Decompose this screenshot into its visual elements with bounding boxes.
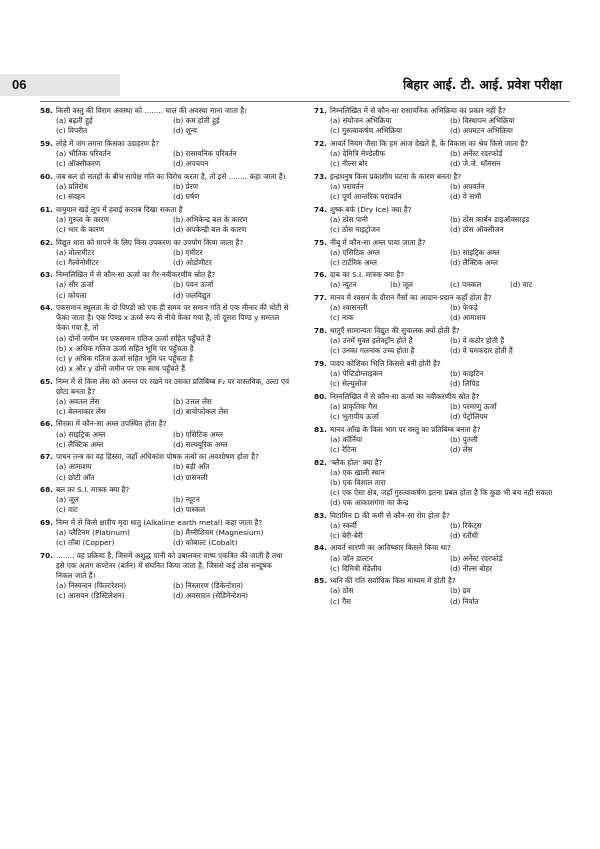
option: (c) नाक xyxy=(330,313,354,323)
option: (d) जे.जे. थॉमसन xyxy=(450,159,501,169)
question xyxy=(314,270,570,290)
option: (d) आमाशय xyxy=(450,313,486,323)
question-text: सिरका में कौन-सा अम्ल उपस्थित होता है? xyxy=(56,419,167,429)
option: (c) विपरीत xyxy=(56,126,88,136)
exam-title: बिहार आई. टी. आई. प्रवेश परीक्षा xyxy=(403,77,562,92)
options xyxy=(40,334,290,374)
question-text: ........ वह प्रक्रिया है, जिसमें अशुद्ध पानी को उबालकर वाष्प एकत्रित की जाती है तथा इसे एक अलग कण्टेनर (बर्तन) में संघनित किया जाता है, जिससे कई ठोस सन्दूषक निकल जाते हैं। xyxy=(56,550,283,581)
options xyxy=(314,336,570,356)
options xyxy=(40,248,290,268)
right-column xyxy=(314,106,570,609)
options xyxy=(314,149,570,169)
question xyxy=(314,392,570,422)
option: (d) ये सभी xyxy=(450,191,482,201)
option: (c) y अधिक गतिज ऊर्जा सहित भूमि पर पहुँचता है xyxy=(56,353,194,363)
option: (c) पूर्ण आन्तरिक परावर्तन xyxy=(330,191,402,201)
option: (a) न्यूटन xyxy=(330,280,357,290)
option: (d) शून्य xyxy=(173,126,197,136)
question-number: 65. xyxy=(40,376,53,386)
question-text: शुष्क बर्फ (Dry Ice) क्या है? xyxy=(330,204,412,214)
question-text: आवर्त सारणी का आविष्कार किसने किया था? xyxy=(330,543,451,553)
question xyxy=(314,458,570,508)
option: (a) निस्यन्दन (फिल्टरेशन) xyxy=(56,581,127,591)
option: (c) पास्कल xyxy=(450,280,482,290)
options xyxy=(314,116,570,136)
question-text: दाब का S.I. मात्रक क्या है? xyxy=(330,270,405,280)
options xyxy=(314,369,570,389)
options xyxy=(314,468,570,508)
option: (a) कॉर्निया xyxy=(330,434,363,444)
options xyxy=(40,116,290,136)
option: (a) प्रतिरोध xyxy=(56,181,89,191)
question xyxy=(314,106,570,136)
question-number: 70. xyxy=(40,550,53,560)
question-number: 84. xyxy=(314,543,327,553)
option: (a) ठोस xyxy=(330,586,354,596)
question-number: 75. xyxy=(314,237,327,247)
question-number: 81. xyxy=(314,424,327,434)
options xyxy=(314,586,570,606)
option: (a) परावर्तन xyxy=(330,181,364,191)
question-text: विटामिन D की कमी से कौन-सा रोग होता है? xyxy=(330,510,450,520)
question-number: 67. xyxy=(40,452,53,462)
option: (d) रतौंधी xyxy=(450,530,479,540)
question xyxy=(314,359,570,389)
option: (a) जॉन डाल्टन xyxy=(330,553,373,563)
option: (d) लैक्टिक अम्ल xyxy=(450,257,498,267)
question xyxy=(314,425,570,455)
question-text: धातुएँ सामान्यतः विद्युत की सुचालक क्यों होती हैं? xyxy=(330,326,460,336)
option: (c) संवहन xyxy=(56,191,85,201)
question xyxy=(40,303,290,374)
question xyxy=(40,172,290,202)
option: (c) एक ऐसा क्षेत्र, जहाँ गुरुत्वाकर्षण इतना प्रबल होता है कि कुछ भी बच नहीं सकता xyxy=(330,487,553,497)
option: (a) अवतल लेंस xyxy=(56,396,100,406)
option: (d) वाट xyxy=(510,280,533,290)
option: (d) ग्रासनली xyxy=(173,472,208,482)
option: (d) सल्फ्यूरिक अम्ल xyxy=(173,439,228,449)
option: (d) वे चमकदार होती हैं xyxy=(450,346,513,356)
option: (b) विस्थापन अभिक्रिया xyxy=(450,116,515,126)
question-number: 63. xyxy=(40,270,53,280)
question-text: निम्नलिखित में से कौन-सा रासायनिक अभिक्रिया का प्रकार नहीं है? xyxy=(330,106,506,115)
question-number: 71. xyxy=(314,106,327,115)
options xyxy=(40,215,290,235)
option: (c) ऑक्सीकरण xyxy=(56,159,101,169)
question xyxy=(314,293,570,323)
question-text: बल का S.I. मात्रक क्या है? xyxy=(56,485,130,495)
option: (d) x और y दोनों जमीन पर एक साथ पहुँचते हैं xyxy=(56,363,185,373)
option: (d) अवसादन (सेडिमेन्टेशन) xyxy=(173,591,249,601)
option: (a) संयोजन अभिक्रिया xyxy=(330,116,392,126)
question-text: 'ब्लैक होल' क्या है? xyxy=(330,457,383,467)
option: (a) आमाशय xyxy=(56,462,92,472)
option: (b) मैग्नीशियम (Magnesium) xyxy=(173,528,264,538)
question xyxy=(40,518,290,548)
question-text: जब बल दो सतहों के बीच सापेक्ष गति का विरोध करता है, तो इसे ........ कहा जाता है। xyxy=(56,171,286,181)
option: (a) प्राकृतिक गैस xyxy=(330,401,378,411)
option: (b) फेफड़े xyxy=(450,303,478,313)
question-text: लोहे में जंग लगना किसका उदाहरण है? xyxy=(56,138,160,148)
option: (d) जलविद्युत xyxy=(173,290,211,300)
page-header xyxy=(0,74,600,96)
question-text: मानव आँख के किस भाग पर वस्तु का प्रतिबिम्ब बनता है? xyxy=(330,424,481,434)
question xyxy=(40,551,290,601)
question-number: 61. xyxy=(40,204,53,214)
question-number: 78. xyxy=(314,326,327,336)
option: (c) भूतापीय ऊर्जा xyxy=(330,411,379,421)
question-number: 64. xyxy=(40,303,53,313)
options xyxy=(40,430,290,450)
question xyxy=(40,106,290,136)
option: (b) x अधिक गतिज ऊर्जा सहित भूमि पर पहुँचता है xyxy=(56,343,194,353)
question xyxy=(40,452,290,482)
options xyxy=(40,149,290,169)
option: (a) भौतिक परिवर्तन xyxy=(56,148,111,158)
question-number: 82. xyxy=(314,457,327,467)
option: (b) अपवर्तन xyxy=(450,181,485,191)
question xyxy=(40,205,290,235)
option: (d) लेंस xyxy=(450,444,473,454)
question-number: 85. xyxy=(314,576,327,586)
options xyxy=(314,248,570,268)
option: (b) न्यूटन xyxy=(173,495,200,505)
question-text: निम्न में से किस लेंस को अनन्त पर रखने पर उसका प्रतिबिम्ब F₂ पर वास्तविक, उल्टा एवं छोटा बनता है? xyxy=(56,376,290,396)
option: (c) नील्स बोर xyxy=(330,159,368,169)
option: (a) गुरुत्व के कारण xyxy=(56,214,109,224)
option: (c) रेटिना xyxy=(330,444,357,454)
option: (a) दोनों जमीन पर एकसमान गतिज ऊर्जा सहित पहुँचते हैं xyxy=(56,333,211,343)
question-number: 80. xyxy=(314,391,327,401)
option: (d) निर्वात xyxy=(450,596,479,606)
question xyxy=(314,543,570,573)
question-text: निम्नलिखित में से कौन-सा ऊर्जा का नवीकरणीय स्रोत है? xyxy=(330,391,480,401)
question xyxy=(40,419,290,449)
question xyxy=(314,205,570,235)
question-text: पाचन तन्त्र का वह हिस्सा, जहाँ अधिकांश पोषक तत्वों का अवशोषण होता है? xyxy=(56,452,259,462)
option: (c) बेरी-बेरी xyxy=(330,530,363,540)
option: (d) एक आकाशगंगा का केन्द्र xyxy=(330,497,409,507)
options xyxy=(40,495,290,515)
options xyxy=(314,402,570,422)
question-text: एकसमान स्थूलता के दो पिण्डों को एक ही समय पर समान गति से एक मीनार की चोटी से फेंका जाता है। एक पिण्ड x ऊर्ध्व रूप से नीचे फेंका गया है, तो दूसरा पिण्ड y समतल फेंका गया है, तो xyxy=(56,303,289,333)
option: (c) वाट xyxy=(56,505,78,515)
option: (b) अभिकेन्द्र बल के कारण xyxy=(173,214,248,224)
option: (b) पवन ऊर्जा xyxy=(173,280,214,290)
option: (d) ठोस ऑक्सीजन xyxy=(450,224,504,234)
option: (a) वोल्टमीटर xyxy=(56,247,95,257)
option: (b) एसिटिक अम्ल xyxy=(173,429,223,439)
question-number: 62. xyxy=(40,237,53,247)
option: (a) पेप्टिडोग्लाइकन xyxy=(330,369,383,378)
question xyxy=(40,139,290,169)
question-text: निम्नलिखित में से कौन-सा ऊर्जा का गैर-नवीकरणीय स्रोत है? xyxy=(56,270,216,280)
question xyxy=(314,172,570,202)
header-rule xyxy=(40,101,570,102)
option: (a) सौर ऊर्जा xyxy=(56,280,94,290)
question-number: 72. xyxy=(314,138,327,148)
question-text: ध्वनि की गति सर्वाधिक किस माध्यम में होती है? xyxy=(330,576,456,586)
option: (c) दिमित्री मेंडेलीव xyxy=(330,563,382,573)
option: (b) परमाणु ऊर्जा xyxy=(450,401,497,411)
option: (c) बेलनाकार लेंस xyxy=(56,406,106,416)
question-number: 73. xyxy=(314,171,327,181)
option: (a) जूल xyxy=(56,495,79,505)
question-text: पादप कोशिका भित्ति किससे बनी होती है? xyxy=(330,358,441,368)
option: (c) उनका गलनांक उच्च होता है xyxy=(330,346,415,356)
option: (b) प्रेरण xyxy=(173,181,199,191)
question-number: 68. xyxy=(40,485,53,495)
option: (b) जूल xyxy=(390,280,414,290)
question-number: 79. xyxy=(314,358,327,368)
option: (b) एक विशाल तारा xyxy=(330,477,386,487)
option: (b) रासायनिक परिवर्तन xyxy=(173,148,237,158)
options xyxy=(314,215,570,235)
question xyxy=(314,326,570,356)
option: (a) एसिटिक अम्ल xyxy=(330,247,380,257)
question-number: 83. xyxy=(314,510,327,520)
option: (c) गैल्वेनोमीटर xyxy=(56,257,99,267)
question xyxy=(40,377,290,417)
option: (c) लैक्टिक अम्ल xyxy=(56,439,104,449)
option: (d) कोबाल्ट (Cobalt) xyxy=(173,538,238,548)
option: (d) घर्षण xyxy=(173,191,200,201)
option: (c) ताँबा (Copper) xyxy=(56,538,115,548)
question xyxy=(314,511,570,541)
option: (b) अर्नेस्ट रदरफोर्ड xyxy=(450,148,503,158)
option: (d) पेट्रोलियम xyxy=(450,411,488,421)
question xyxy=(314,139,570,169)
question-number: 77. xyxy=(314,293,327,303)
option: (b) द्रव xyxy=(450,586,471,596)
question-number: 60. xyxy=(40,171,53,181)
option: (b) बड़ी आँत xyxy=(173,462,210,472)
question-text: विद्युत धारा को मापने के लिए किस उपकरण का उपयोग किया जाता है? xyxy=(56,237,244,247)
option: (d) अपचयन xyxy=(173,159,209,169)
question-number: 74. xyxy=(314,204,327,214)
left-column xyxy=(40,106,290,604)
question-text: निम्न में से किसे क्षारीय मृदा धातु (Alkaline earth metal) कहा जाता है? xyxy=(56,518,263,528)
question-number: 66. xyxy=(40,419,53,429)
options xyxy=(314,554,570,574)
option: (a) बढ़ती हुई xyxy=(56,116,93,126)
option: (a) प्लैटिनम (Platinum) xyxy=(56,528,130,538)
option: (c) सेल्युलोज xyxy=(330,379,367,389)
option: (c) गैस xyxy=(330,596,352,606)
question-text: मानव में श्वसन के दौरान गैसों का आदान-प्रदान कहाँ होता है? xyxy=(330,293,492,303)
question-number: 69. xyxy=(40,518,53,528)
option: (b) पुतली xyxy=(450,434,478,444)
option: (d) अपकेन्द्री बल के कारण xyxy=(173,224,247,234)
option: (b) साइट्रिक अम्ल xyxy=(450,247,500,257)
option: (c) गुरुत्वाकर्षण अभिक्रिया xyxy=(330,126,403,136)
option: (d) ओडोमीटर xyxy=(173,257,212,267)
option: (c) टार्टरिक अम्ल xyxy=(330,257,377,267)
page-number: 06 xyxy=(0,74,120,96)
question-number: 58. xyxy=(40,106,53,115)
question-number: 76. xyxy=(314,270,327,280)
options xyxy=(40,280,290,300)
option: (a) एक खाली स्थान xyxy=(330,467,385,477)
option: (c) ठोस नाइट्रोजन xyxy=(330,224,380,234)
option: (d) बायोफोकल लेंस xyxy=(173,406,229,416)
question xyxy=(40,270,290,300)
option: (c) छोटी आँत xyxy=(56,472,95,482)
options xyxy=(314,280,570,290)
option: (a) श्वासनली xyxy=(330,303,368,313)
options xyxy=(40,182,290,202)
option: (b) निस्तारण (डिकेन्टेशन) xyxy=(173,581,244,591)
options xyxy=(314,182,570,202)
option: (a) साइट्रिक अम्ल xyxy=(56,429,106,439)
question xyxy=(40,238,290,268)
question xyxy=(40,485,290,515)
option: (b) काइटिन xyxy=(450,369,484,378)
options xyxy=(40,528,290,548)
option: (b) एमीटर xyxy=(173,247,203,257)
question-text: वायुयान खड़े लूप में हवाई करतब दिखा सकता है xyxy=(56,204,183,214)
option: (a) स्कर्वी xyxy=(330,520,357,530)
option: (b) वे कठोर होती हैं xyxy=(450,336,505,346)
option: (d) लिपिड xyxy=(450,379,480,389)
option: (b) कम होती हुई xyxy=(173,116,220,126)
options xyxy=(314,303,570,323)
question-text: आवर्त नियम जैसा कि हम आज देखते हैं, के विकास का श्रेय किसे जाता है? xyxy=(330,138,529,148)
option: (a) देमित्रि मेण्डेलीफ xyxy=(330,148,386,158)
question xyxy=(314,576,570,606)
option: (b) रिकेट्स xyxy=(450,520,482,530)
question-text: इन्द्रधनुष किस प्रकाशीय घटना के कारण बनता है? xyxy=(330,171,462,181)
options xyxy=(314,435,570,455)
option: (c) भार के कारण xyxy=(56,224,105,234)
options xyxy=(40,397,290,417)
question xyxy=(314,238,570,268)
option: (b) उत्तल लेंस xyxy=(173,396,212,406)
option: (c) आसवन (डिस्टिलेशन) xyxy=(56,591,125,601)
option: (b) अर्नेस्ट रदरफोर्ड xyxy=(450,553,503,563)
option: (c) कोयला xyxy=(56,290,87,300)
question-text: नींबू में कौन-सा अम्ल पाया जाता है? xyxy=(330,237,426,247)
option: (b) ठोस कार्बन डाइऑक्साइड xyxy=(450,214,530,224)
option: (d) नील्स बोहर xyxy=(450,563,493,573)
option: (a) ठोस पानी xyxy=(330,214,368,224)
options xyxy=(40,581,290,601)
question-number: 59. xyxy=(40,138,53,148)
options xyxy=(40,462,290,482)
option: (a) उनमें मुक्त इलेक्ट्रॉन होते हैं xyxy=(330,336,413,346)
options xyxy=(314,521,570,541)
option: (d) पास्कल xyxy=(173,505,206,515)
question-text: किसी वस्तु की विराम अवस्था को ........ चाल की अवस्था माना जाता है। xyxy=(56,106,247,115)
option: (d) अपघटन अभिक्रिया xyxy=(450,126,513,136)
